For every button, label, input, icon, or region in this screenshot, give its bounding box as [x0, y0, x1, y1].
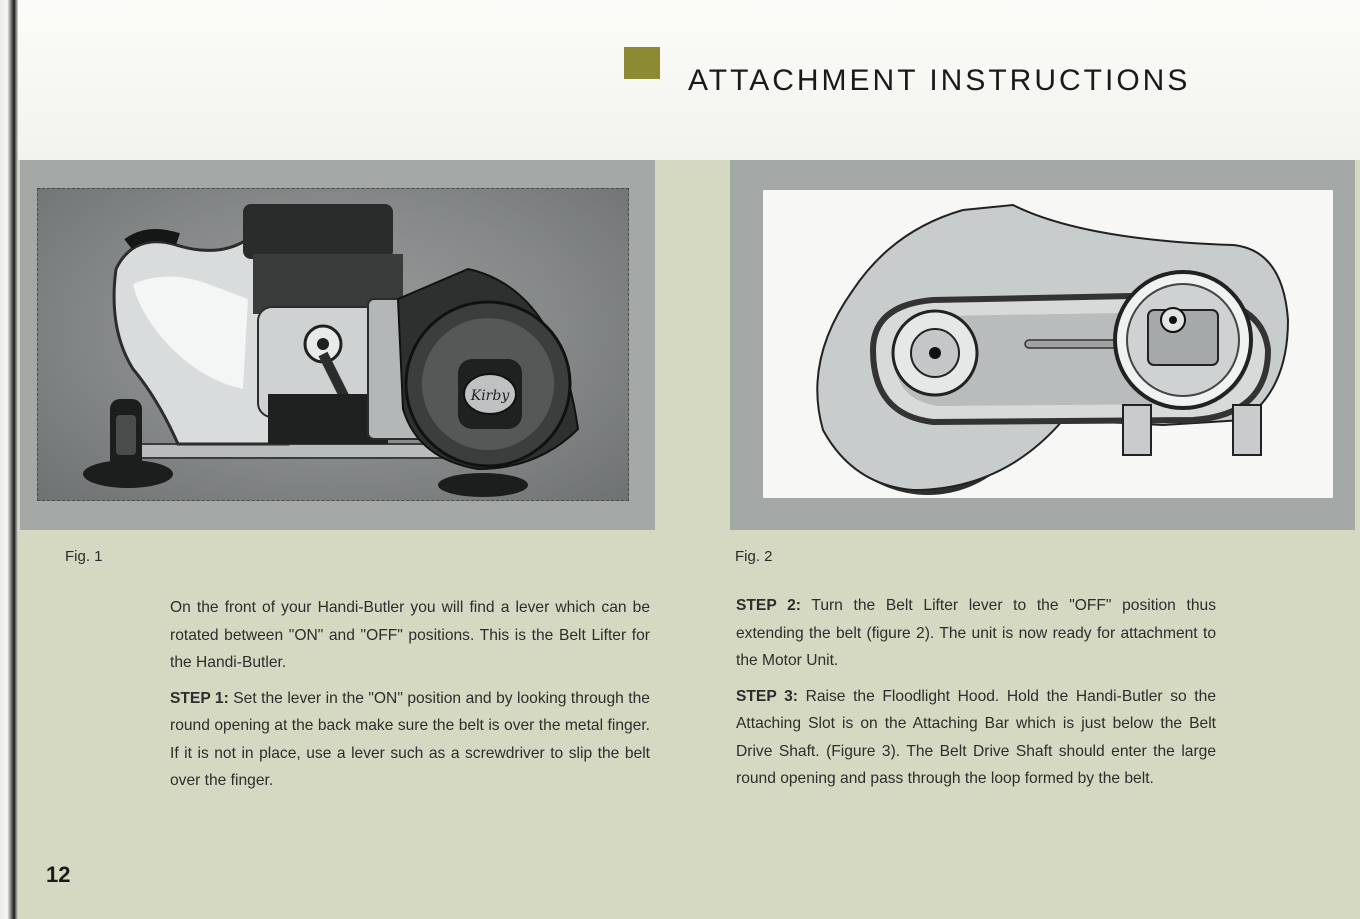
step-3-label: STEP 3: — [736, 687, 798, 705]
figure-1-caption: Fig. 1 — [65, 548, 103, 565]
belt-housing-illustration — [763, 190, 1333, 498]
svg-text:Kirby: Kirby — [470, 388, 510, 404]
right-text-column — [736, 592, 1216, 801]
step-2-text: Turn the Belt Lifter lever to the "OFF" position thus extending the belt (figure 2). The unit is now ready for attachment to the Motor Unit. — [736, 597, 1216, 669]
step-3-text: Raise the Floodlight Hood. Hold the Handi-Butler so the Attaching Slot is on the Attaching Bar which is just below the Belt Drive Shaft. (Figure 3). The Belt Drive Shaft should enter the large round opening and pass through the loop formed by the belt. — [736, 687, 1216, 787]
step-1-text: Set the lever in the "ON" position and by looking through the round opening at the back make sure the belt is over the metal finger. If it is not in place, use a lever such as a screwdriver to slip the belt over the finger. — [170, 689, 650, 789]
step-3-paragraph — [736, 683, 1216, 793]
figure-2-panel — [730, 160, 1355, 530]
figure-1-photo — [37, 188, 629, 501]
handi-butler-illustration — [38, 189, 628, 500]
left-text-column — [170, 594, 650, 803]
page-number: 12 — [46, 862, 71, 887]
figure-2-caption: Fig. 2 — [735, 548, 773, 565]
step-2-paragraph — [736, 592, 1216, 675]
figure-2-photo — [763, 190, 1333, 498]
page-binding-edge — [0, 0, 18, 919]
title-accent-square — [624, 47, 660, 79]
figure-1-panel — [20, 160, 655, 530]
step-1-label: STEP 1: — [170, 689, 229, 707]
page-title: ATTACHMENT INSTRUCTIONS — [688, 64, 1191, 98]
step-1-paragraph — [170, 685, 650, 795]
intro-paragraph: On the front of your Handi-Butler you will find a lever which can be rotated between "ON" and "OFF" positions. This is the Belt Lifter for the Handi-Butler. — [170, 599, 650, 671]
step-2-label: STEP 2: — [736, 597, 801, 614]
